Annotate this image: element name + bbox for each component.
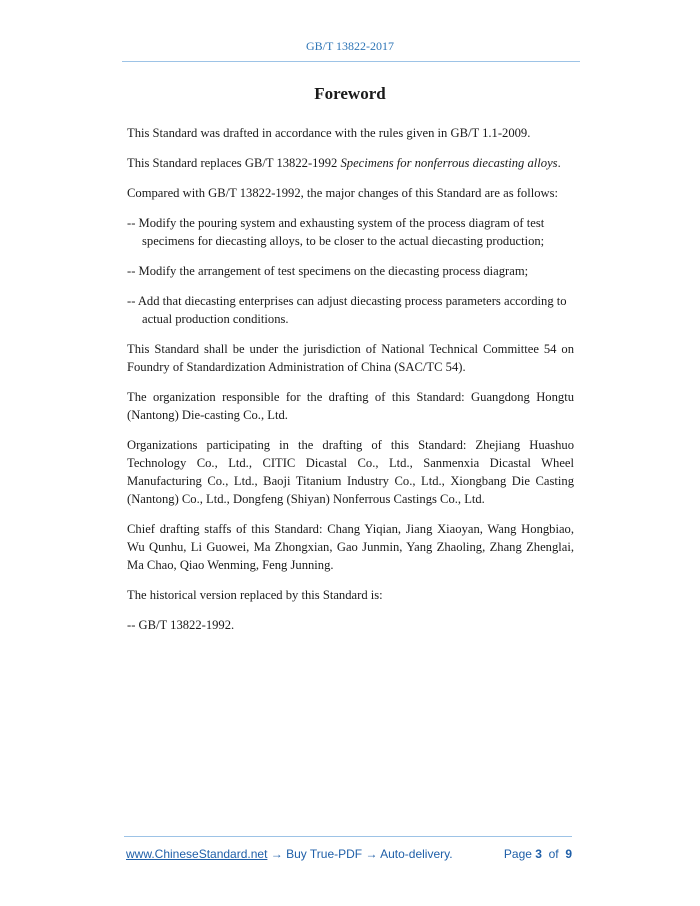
paragraph-historical-version: The historical version replaced by this Standard is: — [127, 588, 383, 602]
footer-divider — [124, 836, 572, 837]
page-word: Page — [503, 847, 532, 861]
document-body — [127, 124, 574, 646]
page-title: Foreword — [314, 84, 386, 103]
paragraph-jurisdiction: This Standard shall be under the jurisdiction of National Technical Committee 54 on Foundry of Standardization Administration of China (SAC/TC 54). — [127, 342, 574, 374]
list-item: -- Add that diecasting enterprises can adjust diecasting process parameters according to actual production conditions. — [127, 294, 567, 326]
replaces-period: . — [557, 156, 561, 170]
header-divider — [122, 61, 580, 62]
paragraph-drafting-staff: Chief drafting staffs of this Standard: Chang Yiqian, Jiang Xiaoyan, Wang Hongbiao, Wu Qunhu, Li Guowei, Ma Zhongxian, Gao Junmin, Yang Zhaoling, Zhang Zhenglai, Ma Chao, Qiao Wenming, Feng Junning. — [127, 522, 574, 572]
list-item: -- GB/T 13822-1992. — [127, 618, 235, 632]
page-footer — [126, 847, 572, 861]
of-word: of — [548, 847, 559, 861]
list-item: -- Modify the arrangement of test specimens on the diecasting process diagram; — [127, 264, 529, 278]
replaced-standard-title: Specimens for nonferrous diecasting alloys — [340, 156, 558, 170]
footer-tagline: → Buy True-PDF → Auto-delivery. — [267, 847, 453, 861]
paragraph-responsible-org: The organization responsible for the drafting of this Standard: Guangdong Hongtu (Nantong) Die-casting Co., Ltd. — [127, 390, 574, 422]
paragraph-drafting-rules: This Standard was drafted in accordance with the rules given in GB/T 1.1-2009. — [127, 126, 531, 140]
list-item: -- Modify the pouring system and exhausting system of the process diagram of test specimens for diecasting alloys, to be closer to the actual diecasting production; — [127, 216, 545, 248]
header-standard-code: GB/T 13822-2017 — [305, 39, 395, 53]
page-total: 9 — [565, 847, 572, 861]
paragraph-changes-intro: Compared with GB/T 13822-1992, the major changes of this Standard are as follows: — [127, 186, 559, 200]
page-number — [504, 847, 572, 861]
page-current: 3 — [535, 847, 542, 861]
paragraph-replaces — [127, 154, 574, 172]
website-link[interactable]: www.ChineseStandard.net — [126, 847, 268, 861]
paragraph-participating-orgs: Organizations participating in the drafting of this Standard: Zhejiang Huashuo Technology Co., Ltd., CITIC Dicastal Co., Ltd., Sanmenxia Dicastal Wheel Manufacturing Co., Ltd., Baoji Titanium Industry Co., Ltd., Xiongbang Die Casting (Nantong) Co., Ltd., Dongfeng (Shiyan) Nonferrous Castings Co., Ltd. — [127, 438, 574, 506]
footer-promo — [126, 847, 453, 861]
replaces-text: This Standard replaces GB/T 13822-1992 — [127, 156, 341, 170]
